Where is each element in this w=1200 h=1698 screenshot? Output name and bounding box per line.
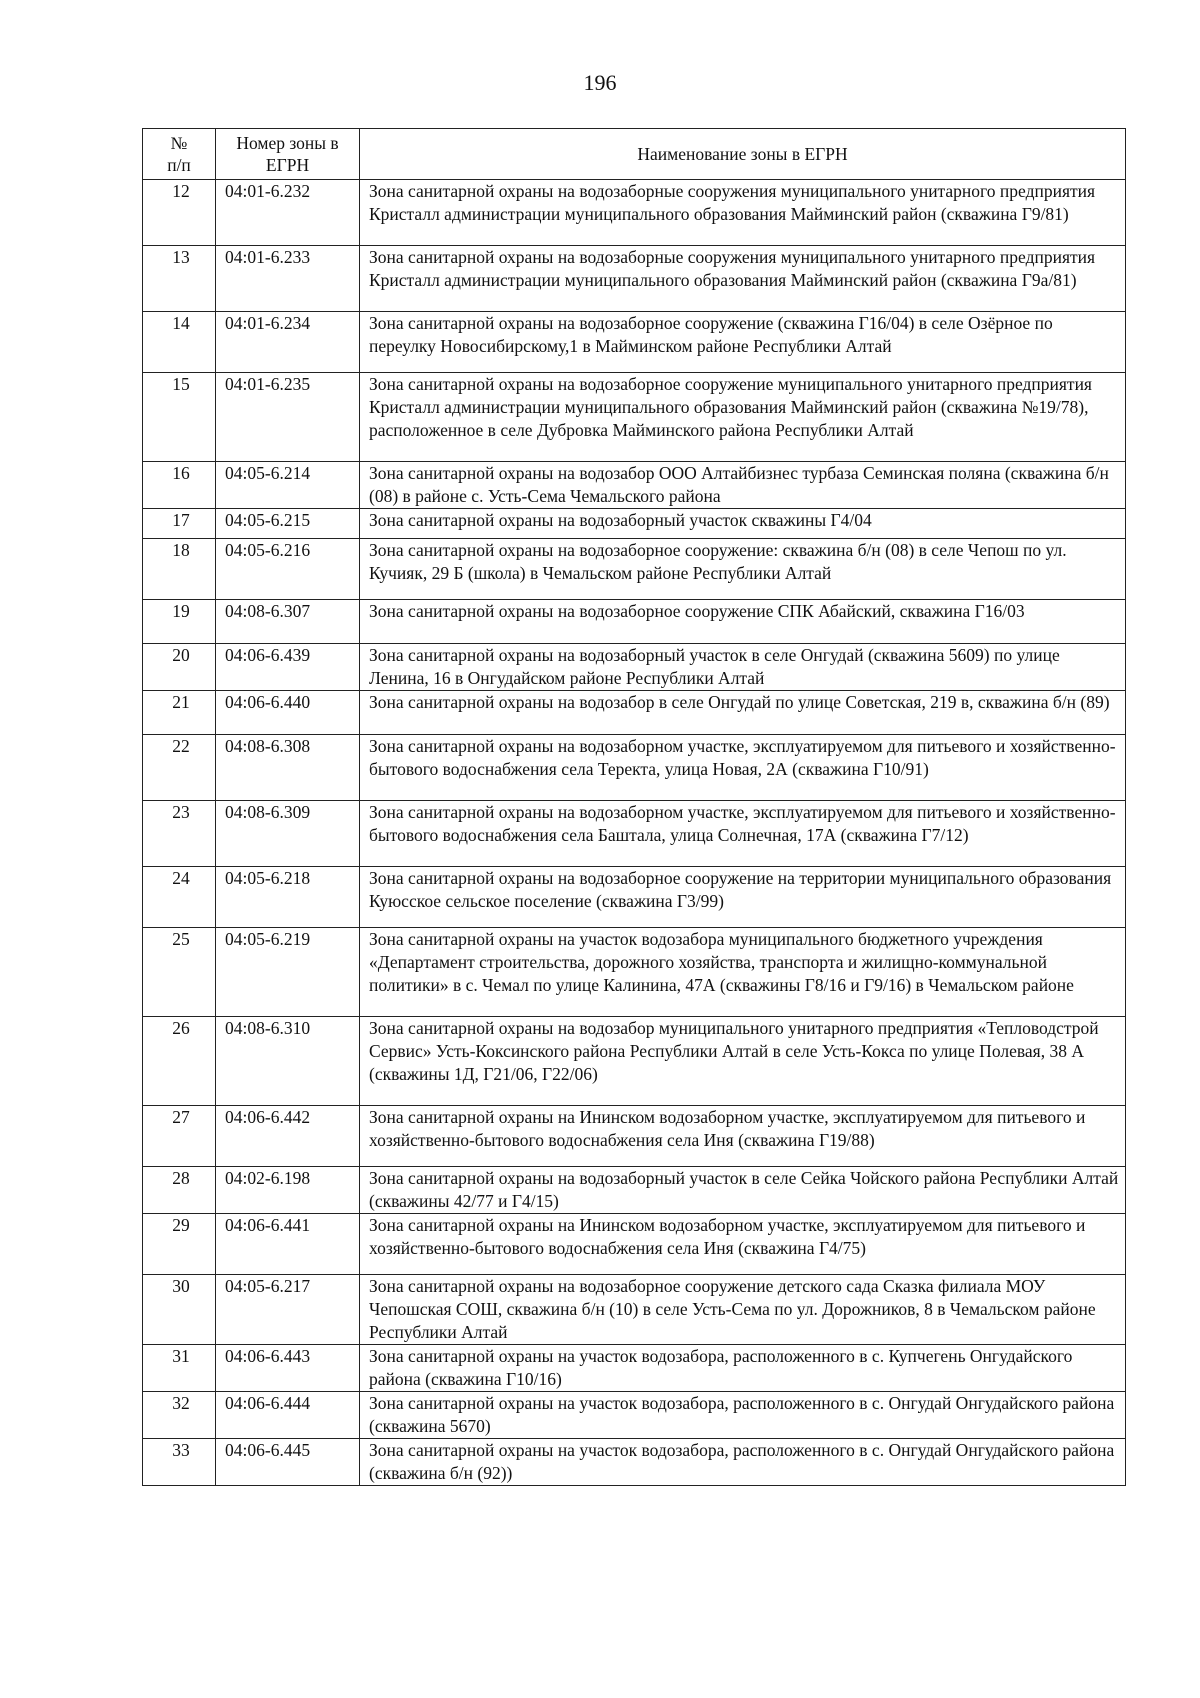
zone-name-cell: Зона санитарной охраны на Ининском водозаборном участке, эксплуатируемом для питьевого и хозяйственно-бытового водоснабжения села Иня (скважина Г19/88) — [360, 1106, 1126, 1167]
zone-name-cell: Зона санитарной охраны на водозаборное сооружение СПК Абайский, скважина Г16/03 — [360, 600, 1126, 644]
table-row — [143, 644, 1126, 691]
row-number-cell: 15 — [143, 373, 216, 462]
zone-name-cell: Зона санитарной охраны на водозаборный участок в селе Онгудай (скважина 5609) по улице Ленина, 16 в Онгудайском районе Республики Алтай — [360, 644, 1126, 691]
zone-name-cell: Зона санитарной охраны на участок водозабора, расположенного в с. Купчегень Онгудайского района (скважина Г10/16) — [360, 1345, 1126, 1392]
zone-code-cell: 04:01-6.232 — [216, 180, 360, 246]
table-row — [143, 1439, 1126, 1486]
header-zone-code — [216, 129, 360, 180]
zone-code-cell: 04:08-6.308 — [216, 735, 360, 801]
zone-name-cell: Зона санитарной охраны на водозаборное сооружение на территории муниципального образования Куюсское сельское поселение (скважина Г3/99) — [360, 867, 1126, 928]
zone-name-cell: Зона санитарной охраны на участок водозабора муниципального бюджетного учреждения «Департамент строительства, дорожного хозяйства, транспорта и жилищно-коммунальной политики» в с. Чемал по улице Калинина, 47А (скважины Г8/16 и Г9/16) в Чемальском районе — [360, 928, 1126, 1017]
zone-name-cell: Зона санитарной охраны на водозаборное сооружение муниципального унитарного предприятия Кристалл администрации муниципального образования Майминский район (скважина №19/78), расположенное в селе Дубровка Майминского района Республики Алтай — [360, 373, 1126, 462]
zones-table — [142, 128, 1126, 1486]
header-zone-code-line1: Номер зоны в — [236, 133, 339, 153]
zone-code-cell: 04:06-6.441 — [216, 1214, 360, 1275]
row-number-cell: 12 — [143, 180, 216, 246]
row-number-cell: 21 — [143, 691, 216, 735]
zone-name-cell: Зона санитарной охраны на водозаборное сооружение (скважина Г16/04) в селе Озёрное по переулку Новосибирскому,1 в Майминском районе Республики Алтай — [360, 312, 1126, 373]
row-number-cell: 27 — [143, 1106, 216, 1167]
row-number-cell: 25 — [143, 928, 216, 1017]
table-row — [143, 509, 1126, 539]
table-row — [143, 691, 1126, 735]
row-number-cell: 17 — [143, 509, 216, 539]
zone-code-cell: 04:06-6.444 — [216, 1392, 360, 1439]
zone-name-cell: Зона санитарной охраны на водозаборные сооружения муниципального унитарного предприятия Кристалл администрации муниципального образования Майминский район (скважина Г9а/81) — [360, 246, 1126, 312]
row-number-cell: 29 — [143, 1214, 216, 1275]
table-row — [143, 735, 1126, 801]
header-number-symbol: № — [170, 133, 188, 153]
zone-name-cell: Зона санитарной охраны на Ининском водозаборном участке, эксплуатируемом для питьевого и хозяйственно-бытового водоснабжения села Иня (скважина Г4/75) — [360, 1214, 1126, 1275]
zone-code-cell: 04:02-6.198 — [216, 1167, 360, 1214]
table-body — [143, 180, 1126, 1486]
page-number: 196 — [583, 70, 617, 95]
table-row — [143, 1345, 1126, 1392]
zone-code-cell: 04:05-6.219 — [216, 928, 360, 1017]
zone-name-cell: Зона санитарной охраны на участок водозабора, расположенного в с. Онгудай Онгудайского района (скважина б/н (92)) — [360, 1439, 1126, 1486]
table-row — [143, 928, 1126, 1017]
zone-code-cell: 04:05-6.216 — [216, 539, 360, 600]
header-zone-code-line2: ЕГРН — [265, 155, 310, 175]
table-row — [143, 801, 1126, 867]
row-number-cell: 33 — [143, 1439, 216, 1486]
zone-code-cell: 04:01-6.234 — [216, 312, 360, 373]
zone-code-cell: 04:06-6.443 — [216, 1345, 360, 1392]
table-row — [143, 539, 1126, 600]
zone-code-cell: 04:05-6.215 — [216, 509, 360, 539]
header-number — [143, 129, 216, 180]
row-number-cell: 24 — [143, 867, 216, 928]
table-row — [143, 1167, 1126, 1214]
zone-name-cell: Зона санитарной охраны на водозабор ООО Алтайбизнес турбаза Семинская поляна (скважина б/н (08) в районе с. Усть-Сема Чемальского района — [360, 462, 1126, 509]
table-row — [143, 867, 1126, 928]
table-row — [143, 180, 1126, 246]
zone-code-cell: 04:06-6.442 — [216, 1106, 360, 1167]
zone-name-cell: Зона санитарной охраны на водозаборный участок в селе Сейка Чойского района Республики Алтай (скважины 42/77 и Г4/15) — [360, 1167, 1126, 1214]
row-number-cell: 22 — [143, 735, 216, 801]
row-number-cell: 30 — [143, 1275, 216, 1345]
table-row — [143, 1106, 1126, 1167]
table-row — [143, 373, 1126, 462]
zone-name-cell: Зона санитарной охраны на водозаборное сооружение детского сада Сказка филиала МОУ Чепошская СОШ, скважина б/н (10) в селе Усть-Сема по ул. Дорожников, 8 в Чемальском районе Республики Алтай — [360, 1275, 1126, 1345]
table-row — [143, 462, 1126, 509]
row-number-cell: 28 — [143, 1167, 216, 1214]
zone-name-cell: Зона санитарной охраны на водозабор муниципального унитарного предприятия «Тепловодстрой Сервис» Усть-Коксинского района Республики Алтай в селе Усть-Кокса по улице Полевая, 38 А (скважины 1Д, Г21/06, Г22/06) — [360, 1017, 1126, 1106]
zone-name-cell: Зона санитарной охраны на водозаборном участке, эксплуатируемом для питьевого и хозяйственно-бытового водоснабжения села Теректа, улица Новая, 2А (скважина Г10/91) — [360, 735, 1126, 801]
row-number-cell: 16 — [143, 462, 216, 509]
row-number-cell: 19 — [143, 600, 216, 644]
zone-name-cell: Зона санитарной охраны на участок водозабора, расположенного в с. Онгудай Онгудайского района (скважина 5670) — [360, 1392, 1126, 1439]
zone-code-cell: 04:05-6.218 — [216, 867, 360, 928]
table-row — [143, 1392, 1126, 1439]
zone-code-cell: 04:08-6.310 — [216, 1017, 360, 1106]
row-number-cell: 31 — [143, 1345, 216, 1392]
table-row — [143, 246, 1126, 312]
row-number-cell: 18 — [143, 539, 216, 600]
row-number-cell: 14 — [143, 312, 216, 373]
zone-name-cell: Зона санитарной охраны на водозабор в селе Онгудай по улице Советская, 219 в, скважина б/н (89) — [360, 691, 1126, 735]
zone-code-cell: 04:05-6.214 — [216, 462, 360, 509]
zone-name-cell: Зона санитарной охраны на водозаборном участке, эксплуатируемом для питьевого и хозяйственно-бытового водоснабжения села Баштала, улица Солнечная, 17А (скважина Г7/12) — [360, 801, 1126, 867]
table-row — [143, 1214, 1126, 1275]
zone-code-cell: 04:01-6.233 — [216, 246, 360, 312]
header-number-abbr: п/п — [167, 155, 191, 175]
table-header — [143, 129, 1126, 180]
row-number-cell: 13 — [143, 246, 216, 312]
zone-code-cell: 04:08-6.309 — [216, 801, 360, 867]
row-number-cell: 20 — [143, 644, 216, 691]
table-row — [143, 600, 1126, 644]
zone-name-cell: Зона санитарной охраны на водозаборное сооружение: скважина б/н (08) в селе Чепош по ул. Кучияк, 29 Б (школа) в Чемальском районе Республики Алтай — [360, 539, 1126, 600]
zone-code-cell: 04:08-6.307 — [216, 600, 360, 644]
header-zone-name: Наименование зоны в ЕГРН — [360, 129, 1126, 180]
zone-code-cell: 04:06-6.445 — [216, 1439, 360, 1486]
zone-code-cell: 04:06-6.440 — [216, 691, 360, 735]
table-row — [143, 1275, 1126, 1345]
zone-code-cell: 04:06-6.439 — [216, 644, 360, 691]
row-number-cell: 23 — [143, 801, 216, 867]
zone-name-cell: Зона санитарной охраны на водозаборные сооружения муниципального унитарного предприятия Кристалл администрации муниципального образования Майминский район (скважина Г9/81) — [360, 180, 1126, 246]
table-row — [143, 1017, 1126, 1106]
zone-name-cell: Зона санитарной охраны на водозаборный участок скважины Г4/04 — [360, 509, 1126, 539]
zone-code-cell: 04:01-6.235 — [216, 373, 360, 462]
zone-code-cell: 04:05-6.217 — [216, 1275, 360, 1345]
table-row — [143, 312, 1126, 373]
row-number-cell: 26 — [143, 1017, 216, 1106]
row-number-cell: 32 — [143, 1392, 216, 1439]
